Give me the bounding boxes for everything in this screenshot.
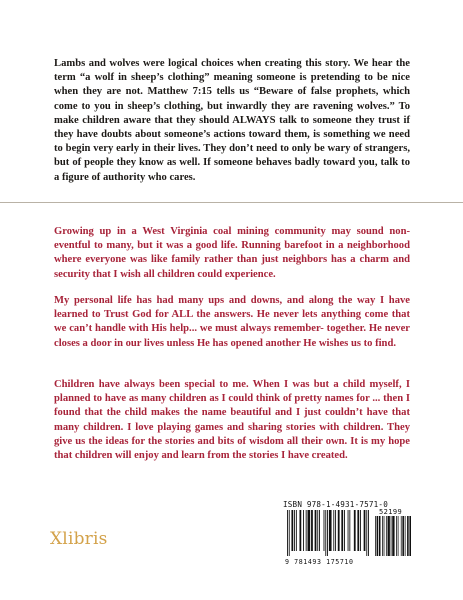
isbn-label: ISBN 978-1-4931-7571-0	[283, 500, 388, 509]
barcode-addon-code: 52199	[379, 508, 403, 516]
barcode-bars	[287, 510, 369, 556]
bio-paragraph-2: My personal life has had many ups and downs, and along the way I have learned to Trust God for ALL the answers. He never lets anything come that we can’t handle with His help... we must always remember- together. He never closes a door in our lives unless He has opened another He wishes us to find.	[54, 295, 410, 349]
bio-paragraph-3: Children have always been special to me. When I was but a child myself, I planned to have as many children as I could think of pretty names for ... then I found that the child makes the name beautiful and I just couldn’t have that many children. I love playing games and sharing stories with children. They give us the ideas for the stories and bits of wisdom all their own. It is my hope that children will enjoy and learn from the stories I have created.	[54, 379, 410, 462]
bio-paragraph-1: Growing up in a West Virginia coal mining community may sound non-eventful to many, but it was a good life. Running barefoot in a neighborhood where everyone was like family rather than just neighbors has a charm and security that I wish all children could experience.	[54, 226, 410, 280]
barcode-addon-bars	[375, 516, 411, 556]
publisher-logo: Xlibris	[50, 529, 108, 549]
intro-paragraph: Lambs and wolves were logical choices when creating this story. We hear the term “a wolf in sheep’s clothing” meaning someone is pretending to be nice when they are not. Matthew 7:15 tells us “Beware of false prophets, which come to you in sheep’s clothing, but inwardly they are ravening wolves.” To make children aware that they should ALWAYS talk to someone they trust if they have doubts about someone’s actions toward them, is something we need to begin very early in their lives. They don’t need to only be wary of strangers, but of people they know as well. If someone behaves badly toward you, talk to a figure of authority who cares.	[54, 58, 410, 183]
section-divider	[0, 202, 463, 203]
isbn-barcode	[283, 500, 415, 572]
barcode-digits: 9 781493 175710	[285, 558, 354, 566]
